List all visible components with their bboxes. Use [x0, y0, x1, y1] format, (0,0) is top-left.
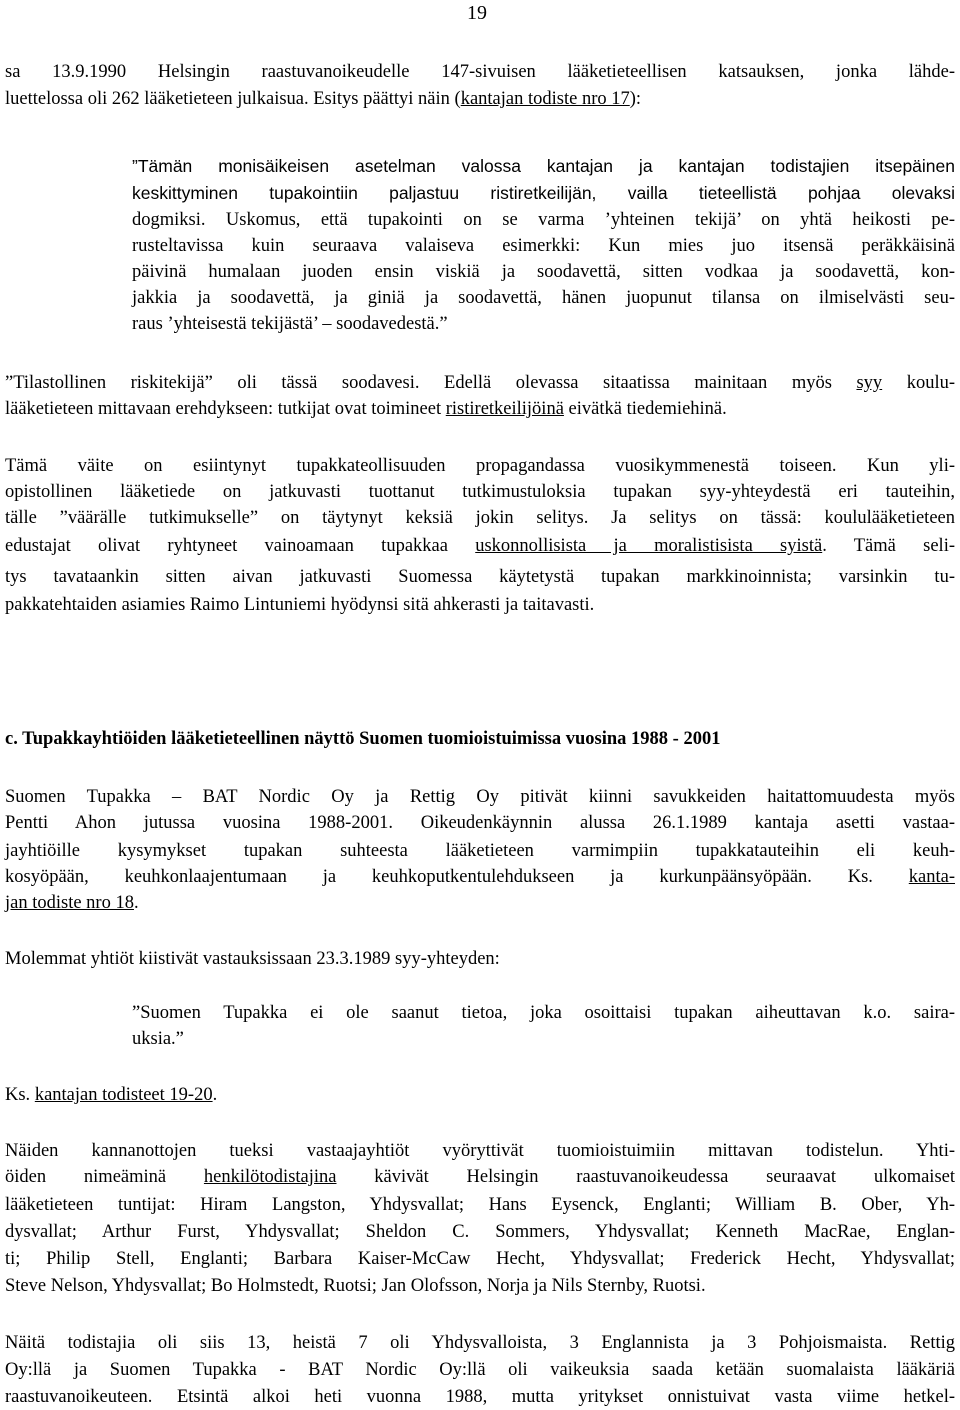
text-span: .	[212, 1085, 218, 1105]
text-span: ”Tilastollinen riskitekijä” oli tässä soodavesi. Edellä olevassa sitaatissa mainitaan myös	[5, 373, 857, 393]
text-line	[5, 864, 955, 890]
text-span: ti; Philip Stell, Englanti; Barbara Kaiser-McCaw Hecht, Yhdysvallat; Frederick Hecht, Yhdysvallat;	[5, 1249, 955, 1269]
quote-line	[132, 207, 955, 233]
text-span: kosyöpään, keuhkonlaajentumaan ja keuhkoputkentulehdukseen ja kurkunpäänsyöpään. Ks.	[5, 867, 909, 887]
underlined-text: jan todiste nro 18	[5, 893, 134, 913]
text-span: jayhtiöille kysymykset tupakan suhteesta lääketieteen varmimpiin tupakkatauteihin eli keuh-	[5, 841, 955, 861]
text-span: dogmiksi.	[132, 210, 206, 230]
text-line	[5, 946, 955, 972]
text-span: Näiden kannanottojen tueksi vastaajayhtiöt vyöryttivät tuomioistuimiin mittavan todistelun. Yhti-	[5, 1141, 955, 1161]
quote-line	[132, 311, 955, 337]
text-span: ”Suomen Tupakka ei ole saanut tietoa, joka osoittaisi tupakan aiheuttavan k.o. saira-	[132, 1003, 955, 1023]
text-line	[5, 533, 955, 559]
text-line	[5, 59, 955, 85]
text-span: lääketieteen tuntijat: Hiram Langston, Yhdysvallat; Hans Eysenck, Englanti; William B. Ober, Yh-	[5, 1195, 955, 1215]
quote-line	[132, 1026, 955, 1052]
text-span: Pentti Ahon jutussa vuosina 1988-2001. Oikeudenkäynnin alussa 26.1.1989 kantaja asetti vastaa-	[5, 813, 955, 833]
text-line	[5, 1219, 955, 1245]
text-line	[5, 479, 955, 505]
text-span: Tämä väite on esiintynyt tupakkateollisuuden propagandassa vuosikymmenestä toiseen. Kun yli-	[5, 456, 955, 476]
text-span: Ks.	[5, 1085, 35, 1105]
text-line	[5, 396, 955, 422]
text-span: Oy:llä ja Suomen Tupakka - BAT Nordic Oy:llä oli vaikeuksia saada ketään suomalaista lääkäriä	[5, 1360, 955, 1380]
quote-line	[132, 180, 955, 206]
text-span: pakkatehtaiden asiamies Raimo Lintuniemi hyödynsi sitä ahkerasti ja taitavasti.	[5, 595, 595, 615]
text-span: tys tavataankin sitten aivan jatkuvasti Suomessa käytetystä tupakan markkinoinnista; varsinkin tu-	[5, 567, 955, 587]
section-heading	[5, 726, 955, 752]
underlined-text: kantajan todiste nro 17	[460, 89, 630, 109]
text-span: raastuvanoikeuteen. Etsintä alkoi heti vuonna 1988, mutta yritykset onnistuivat vasta viime hetkel-	[5, 1387, 955, 1407]
text-line	[5, 592, 955, 618]
quote-line	[132, 153, 955, 179]
text-span: c. Tupakkayhtiöiden lääketieteellinen näyttö Suomen tuomioistuimissa vuosina 1988 - 2001	[5, 729, 721, 749]
text-span: dysvallat; Arthur Furst, Yhdysvallat; Sheldon C. Sommers, Yhdysvallat; Kenneth MacRae, Englan-	[5, 1222, 955, 1242]
text-span: edustajat olivat ryhtyneet vainoamaan tupakkaa	[5, 536, 476, 556]
text-line	[5, 784, 955, 810]
text-line	[5, 1273, 955, 1299]
text-span: ”Tämän monisäikeisen asetelman valossa kantajan ja kantajan todistajien itsepäinen	[132, 156, 955, 176]
text-span: päivinä humalaan juoden ensin viskiä ja soodavettä, sitten vodkaa ja soodavettä, kon-	[132, 262, 955, 282]
text-span: kävivät Helsingin raastuvanoikeudessa seuraavat ulkomaiset	[336, 1167, 955, 1187]
text-span: lääketieteen mittavaan erehdykseen: tutkijat ovat toimineet	[5, 399, 446, 419]
text-line	[5, 370, 955, 396]
text-span: Steve Nelson, Yhdysvallat; Bo Holmstedt, Ruotsi; Jan Olofsson, Norja ja Nils Sternby, Ruotsi.	[5, 1276, 706, 1296]
text-span: Näitä todistajia oli siis 13, heistä 7 oli Yhdysvalloista, 3 Englannista ja 3 Pohjoismaista. Rettig	[5, 1333, 955, 1353]
text-span: keskittyminen tupakointiin paljastuu ristiretkeilijän, vailla tieteellistä pohjaa olevaksi	[132, 183, 955, 203]
quote-line	[132, 1000, 955, 1026]
text-span: koulu-	[882, 373, 955, 393]
text-line	[5, 1384, 955, 1410]
text-span: . Tämä seli-	[822, 536, 955, 556]
text-span: jakkia ja soodavettä, ja giniä ja soodavettä, hänen juopunut tilansa on ilmiselvästi seu-	[132, 288, 955, 308]
text-line	[5, 86, 955, 112]
quote-line	[132, 233, 955, 259]
text-line	[5, 1357, 955, 1383]
text-span: tälle ”väärälle tutkimukselle” on täytynyt keksiä jokin selitys. Ja selitys on tässä: koululääketieteen	[5, 508, 955, 528]
underlined-text: kanta-	[908, 867, 955, 887]
text-span: Molemmat yhtiöt kiistivät vastauksissaan 23.3.1989 syy-yhteyden:	[5, 949, 500, 969]
text-line	[5, 505, 955, 531]
text-span: rusteltavissa kuin seuraava valaiseva esimerkki: Kun mies juo itsensä peräkkäisinä	[132, 236, 955, 256]
text-span: luettelossa oli 262 lääketieteen julkaisua. Esitys päättyi näin (	[5, 89, 461, 109]
text-line	[5, 890, 955, 916]
underlined-text: henkilötodistajina	[203, 1167, 337, 1187]
text-span: sa 13.9.1990 Helsingin raastuvanoikeudelle 147-sivuisen lääketieteellisen katsauksen, jonka lähde-	[5, 62, 955, 82]
text-span: ):	[629, 89, 642, 109]
text-span: raus ’yhteisestä tekijästä’ – soodavedestä.”	[132, 314, 448, 334]
underlined-text: uskonnollisista ja moralistisista syistä	[475, 536, 823, 556]
text-line	[5, 564, 955, 590]
underlined-text: ristiretkeilijöinä	[445, 399, 564, 419]
text-span: eivätkä tiedemiehinä.	[563, 399, 727, 419]
text-span: .	[133, 893, 139, 913]
text-line	[5, 1192, 955, 1218]
text-span: uksia.”	[132, 1029, 184, 1049]
text-line	[5, 1082, 955, 1108]
text-line	[5, 1138, 955, 1164]
text-line	[5, 838, 955, 864]
underlined-text: syy	[856, 373, 883, 393]
text-line	[5, 1164, 955, 1190]
text-span: öiden nimeäminä	[5, 1167, 204, 1187]
text-span: opistollinen lääketiede on jatkuvasti tuottanut tutkimustuloksia tupakan syy-yhteydestä eri tauteihin,	[5, 482, 955, 502]
text-line	[5, 1330, 955, 1356]
text-line	[5, 810, 955, 836]
quote-line	[132, 259, 955, 285]
page-number: 19	[467, 2, 487, 24]
text-line	[5, 1246, 955, 1272]
quote-line	[132, 285, 955, 311]
text-span: Suomen Tupakka – BAT Nordic Oy ja Rettig Oy pitivät kiinni savukkeiden haitattomuudesta myös	[5, 787, 955, 807]
text-line	[5, 453, 955, 479]
text-span: Uskomus, että tupakointi on se varma ’yhteinen tekijä’ on yhtä heikosti pe-	[205, 210, 955, 230]
underlined-text: kantajan todisteet 19-20	[34, 1085, 213, 1105]
